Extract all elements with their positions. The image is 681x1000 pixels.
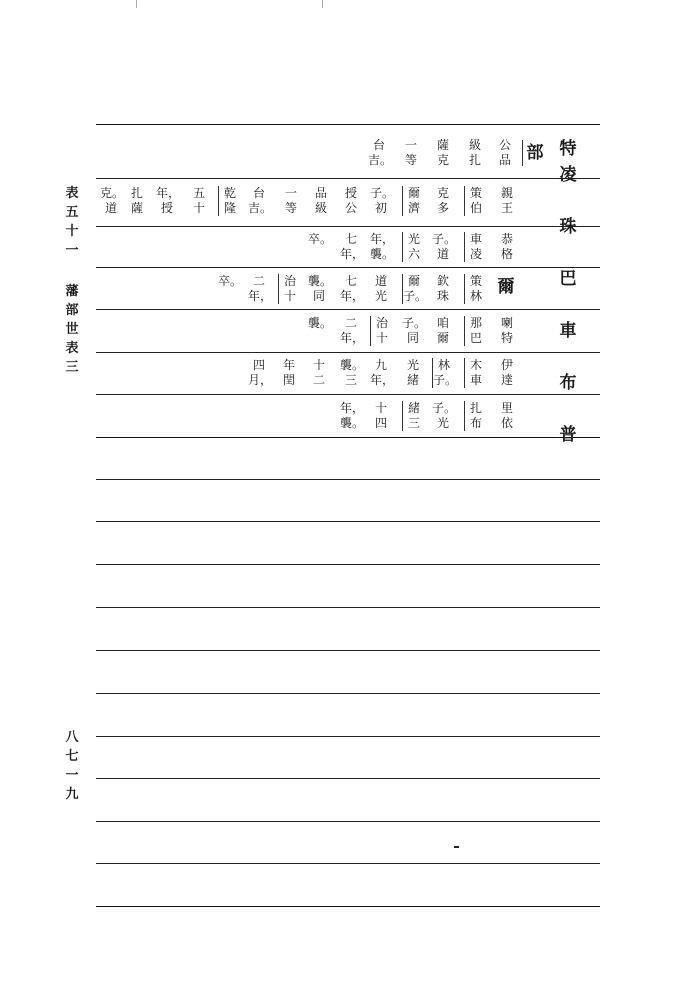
row1-cell: 親王	[500, 186, 513, 215]
row1-cell: 授公	[344, 186, 357, 215]
empty-row-rule	[96, 821, 600, 822]
row-rule	[96, 267, 600, 268]
row6-cell: 子。光	[432, 401, 457, 430]
row2-cell: 子。道	[432, 232, 457, 261]
row5-cell: 四月，	[248, 358, 273, 387]
row-rule	[96, 352, 600, 353]
row4-cell: 治十	[370, 316, 393, 346]
title-column-1: 特 凌 珠 巴 車 布 普	[559, 139, 577, 445]
row5-cell: 襲。三	[340, 358, 365, 387]
row3-cell: 道光	[374, 274, 387, 303]
row2-cell: 恭格	[500, 232, 513, 261]
header-cell: 台吉。	[368, 138, 393, 167]
row1-cell: 品級	[314, 186, 327, 215]
row1-cell: 一等	[284, 186, 297, 215]
row2-cell: 年，襲。	[370, 232, 395, 261]
row-rule	[96, 437, 600, 438]
empty-row-rule	[96, 521, 600, 522]
row1-cell: 克。道	[100, 186, 125, 215]
side-subtitle: 藩部世表三	[65, 284, 79, 375]
empty-row-rule	[96, 863, 600, 864]
row4-cell: 咱爾	[436, 316, 449, 345]
row6-cell: 扎布	[464, 401, 487, 431]
row1-cell: 台吉。	[248, 186, 273, 215]
row3-cell: 二年，	[248, 274, 273, 303]
row1-cell: 年，授	[156, 186, 181, 215]
header-cell: 級扎	[468, 138, 481, 167]
header-cell: 公品	[498, 138, 511, 167]
empty-row-rule	[96, 736, 600, 737]
empty-row-rule	[96, 650, 600, 651]
row1-cell: 扎薩	[130, 186, 143, 215]
row1-cell: 策伯	[464, 186, 487, 216]
row5-cell: 十二	[312, 358, 325, 387]
row3-cell: 爾子。	[403, 274, 428, 303]
row2-cell: 卒。	[308, 232, 333, 246]
title-column-2: 部	[522, 140, 547, 166]
page-number: 八七一九	[65, 730, 79, 802]
row-rule	[96, 178, 600, 179]
table-bottom-rule	[96, 906, 600, 907]
row3-name-cell: 爾	[497, 277, 515, 297]
row1-cell: 乾隆	[218, 186, 241, 216]
row1-cell: 爾濟	[402, 186, 425, 216]
row5-cell: 光緒	[406, 358, 419, 387]
row3-cell: 策林	[464, 274, 487, 304]
header-cell: 薩克	[436, 138, 449, 167]
row3-cell: 欽珠	[436, 274, 449, 303]
row4-cell: 二年，	[340, 316, 365, 345]
row5-cell: 伊達	[500, 358, 513, 387]
row-rule	[96, 394, 600, 395]
row4-cell: 子。同	[402, 316, 427, 345]
row3-cell: 治十	[278, 274, 301, 304]
row5-cell: 林子。	[433, 358, 458, 387]
row1-cell: 子。初	[370, 186, 395, 215]
ink-speck	[454, 846, 459, 848]
row2-cell: 光六	[402, 232, 425, 262]
row6-cell: 年，襲。	[340, 401, 365, 430]
side-title: 表五十一	[65, 186, 79, 258]
row-rule	[96, 226, 600, 227]
row3-cell: 卒。	[218, 274, 243, 288]
row5-cell: 年閏	[282, 358, 295, 387]
empty-row-rule	[96, 693, 600, 694]
empty-row-rule	[96, 607, 600, 608]
row3-cell: 七年，	[340, 274, 365, 303]
scan-mark	[136, 0, 137, 8]
row4-cell: 那巴	[464, 316, 487, 346]
row1-cell: 五十	[192, 186, 205, 215]
row6-cell: 緒三	[402, 401, 425, 431]
scan-mark	[322, 0, 323, 8]
row6-cell: 里依	[500, 401, 513, 430]
header-cell: 一等	[404, 138, 417, 167]
row2-cell: 七年，	[340, 232, 365, 261]
empty-row-rule	[96, 564, 600, 565]
empty-row-rule	[96, 778, 600, 779]
row4-cell: 喇特	[500, 316, 513, 345]
row3-cell: 襲。同	[308, 274, 333, 303]
row6-cell: 十四	[374, 401, 387, 430]
row5-cell: 木車	[464, 358, 487, 388]
row2-cell: 車凌	[464, 232, 487, 262]
row1-cell: 克多	[436, 186, 449, 215]
table-top-rule	[96, 124, 600, 125]
row5-cell: 九年，	[370, 358, 395, 387]
empty-row-rule	[96, 479, 600, 480]
row-rule	[96, 309, 600, 310]
row4-cell: 襲。	[308, 316, 333, 330]
